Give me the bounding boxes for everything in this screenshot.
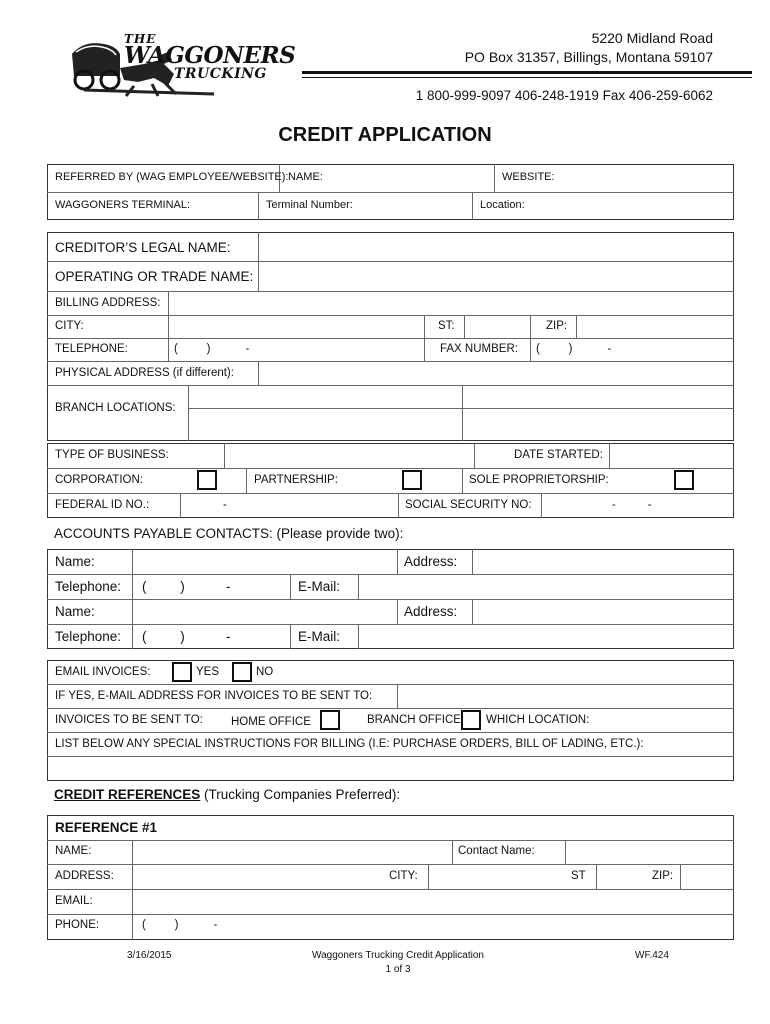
terminal-number-label: Terminal Number: [266,199,353,211]
ap-telephone1-format: ( ) - [142,579,231,594]
zip-input[interactable] [577,316,733,337]
ref1-city-label: CITY: [389,870,418,882]
ref1-phone-format: ( ) - [142,919,218,931]
footer-date: 3/16/2015 [127,950,172,961]
ap-address2-label: Address: [404,604,458,619]
billing-address-input[interactable] [169,292,733,314]
type-of-business-label: TYPE OF BUSINESS: [55,449,169,461]
company-phone-line: 1 800-999-9097 406-248-1919 Fax 406-259-6062 [415,88,713,103]
fax-label: FAX NUMBER: [440,343,518,355]
legal-name-input[interactable] [259,233,733,260]
ap-contacts-heading: ACCOUNTS PAYABLE CONTACTS: (Please provide two): [54,526,404,541]
federal-id-label: FEDERAL ID NO.: [55,499,150,511]
credit-references-note: (Trucking Companies Preferred): [200,787,401,802]
company-address-line1: 5220 Midland Road [591,30,713,46]
telephone-input[interactable] [169,339,423,360]
special-instructions-label: LIST BELOW ANY SPECIAL INSTRUCTIONS FOR BILLING (I.E: PURCHASE ORDERS, BILL OF LADING, ETC.): [55,738,644,750]
reference1-title: REFERENCE #1 [55,820,158,835]
ap-name2-label: Name: [55,604,95,619]
ap-email1-input[interactable] [359,575,733,598]
ref1-name-input[interactable] [133,841,451,863]
ap-telephone1-input[interactable] [133,575,289,598]
header-rule-thick [302,71,752,74]
ap-address2-input[interactable] [473,600,733,623]
zip-label: ZIP: [546,320,568,332]
state-input[interactable] [465,316,529,337]
branch-location-input[interactable] [189,386,733,440]
which-location-label: WHICH LOCATION: [486,714,590,726]
ref1-email-label: EMAIL: [55,895,93,907]
email-invoices-no-label: NO [256,666,274,678]
referral-name-label: NAME: [288,171,323,183]
company-logo [64,30,296,100]
email-invoices-label: EMAIL INVOICES: [55,666,151,678]
branch-office-label: BRANCH OFFICE [367,714,461,726]
fax-format: ( ) - [536,343,612,355]
ssn-input[interactable] [542,494,733,517]
special-instructions-input[interactable] [48,757,733,780]
email-invoices-no-checkbox[interactable] [232,662,252,682]
date-started-input[interactable] [610,444,733,467]
city-label: CITY: [55,320,84,332]
telephone-label: TELEPHONE: [55,343,128,355]
ref1-contact-name-label: Contact Name: [458,845,535,857]
ap-telephone2-label: Telephone: [55,629,122,644]
ap-name1-input[interactable] [133,550,396,573]
trade-name-input[interactable] [259,262,733,290]
ref1-city-input[interactable] [429,865,564,888]
ap-email2-label: E-Mail: [298,629,341,644]
referred-by-label: REFERRED BY (WAG EMPLOYEE/WEBSITE): [55,171,289,183]
federal-id-input[interactable] [181,494,397,517]
ref1-email-input[interactable] [133,890,733,913]
ref1-name-label: NAME: [55,845,92,857]
federal-id-format: - [223,499,227,511]
logo-sub: TRUCKING [174,66,267,82]
home-office-label: HOME OFFICE [231,716,311,728]
credit-references-title: CREDIT REFERENCES [54,787,201,802]
state-label: ST: [438,320,455,332]
email-invoices-yes-label: YES [196,666,220,678]
ap-telephone1-label: Telephone: [55,579,122,594]
home-office-checkbox[interactable] [320,710,340,730]
company-address-line2: PO Box 31357, Billings, Montana 59107 [464,49,713,65]
ap-name1-label: Name: [55,554,95,569]
physical-address-input[interactable] [259,362,733,384]
footer-doc-title: Waggoners Trucking Credit Application [312,950,484,961]
ap-telephone2-format: ( ) - [142,629,231,644]
page-title: CREDIT APPLICATION [278,124,492,146]
location-label: Location: [480,199,525,211]
ref1-zip-input[interactable] [681,865,733,888]
ref1-state-input[interactable] [597,865,647,888]
logo-the: THE [124,32,157,46]
ref1-address-input[interactable] [133,865,383,888]
ap-name2-input[interactable] [133,600,396,623]
corporation-checkbox[interactable] [197,470,217,490]
city-input[interactable] [169,316,423,337]
email-invoices-yes-checkbox[interactable] [172,662,192,682]
partnership-checkbox[interactable] [402,470,422,490]
type-of-business-input[interactable] [225,444,473,467]
physical-address-label: PHYSICAL ADDRESS (if different): [55,367,234,379]
ssn-format: - - [612,499,652,511]
header-rule-thin [302,77,752,78]
trade-name-label: OPERATING OR TRADE NAME: [55,269,254,284]
ap-email2-input[interactable] [359,625,733,648]
fax-input[interactable] [531,339,733,360]
ssn-label: SOCIAL SECURITY NO: [405,499,532,511]
sole-proprietorship-checkbox[interactable] [674,470,694,490]
ap-telephone2-input[interactable] [133,625,289,648]
branch-office-checkbox[interactable] [461,710,481,730]
website-label: WEBSITE: [502,171,555,183]
branch-locations-label: BRANCH LOCATIONS: [55,402,176,414]
invoice-email-input[interactable] [398,685,733,707]
sole-proprietorship-label: SOLE PROPRIETORSHIP: [469,474,609,486]
ref1-contact-name-input[interactable] [566,841,733,863]
ap-address1-label: Address: [404,554,458,569]
ref1-address-label: ADDRESS: [55,870,114,882]
billing-address-label: BILLING ADDRESS: [55,297,161,309]
credit-references-heading [54,787,400,802]
ap-email1-label: E-Mail: [298,579,341,594]
ref1-phone-input[interactable] [133,915,733,939]
footer-page-number: 1 of 3 [385,964,411,975]
telephone-format: ( ) - [174,343,250,355]
ap-address1-input[interactable] [473,550,733,573]
date-started-label: DATE STARTED: [514,449,603,461]
ref1-phone-label: PHONE: [55,919,100,931]
partnership-label: PARTNERSHIP: [254,474,338,486]
invoices-sent-to-label: INVOICES TO BE SENT TO: [55,714,203,726]
ref1-state-label: ST [571,870,586,882]
logo-main: WAGGONERS [124,42,296,69]
invoice-email-label: IF YES, E-MAIL ADDRESS FOR INVOICES TO BE SENT TO: [55,690,373,702]
corporation-label: CORPORATION: [55,474,143,486]
footer-form-number: WF.424 [635,950,669,961]
terminal-label: WAGGONERS TERMINAL: [55,199,191,211]
legal-name-label: CREDITOR’S LEGAL NAME: [55,240,231,255]
ref1-zip-label: ZIP: [652,870,674,882]
